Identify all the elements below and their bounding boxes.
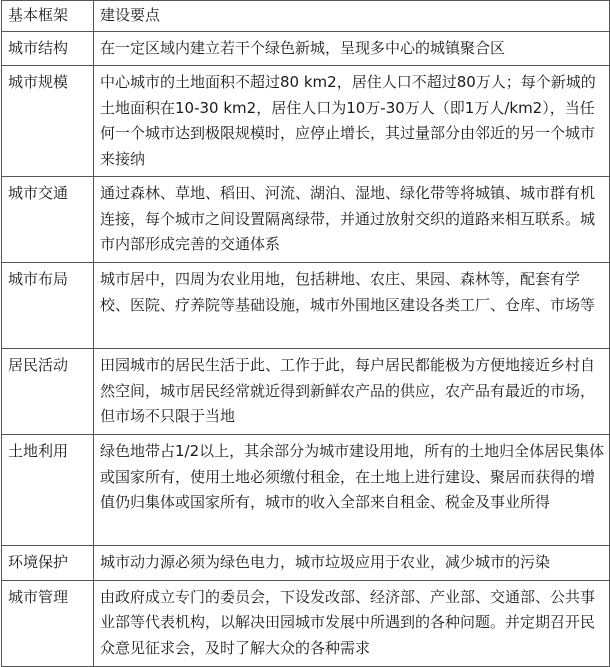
header-framework: 基本框架 bbox=[2, 1, 94, 32]
row-label: 城市交通 bbox=[2, 177, 94, 263]
row-label: 城市管理 bbox=[2, 580, 94, 666]
table-row bbox=[2, 349, 610, 435]
table-header-row bbox=[2, 1, 610, 32]
table-row bbox=[2, 435, 610, 546]
row-content: 通过森林、草地、稻田、河流、湖泊、湿地、绿化带等将城镇、城市群有机连接，每个城市之间设置隔离绿带，并通过放射交织的道路来相互联系。城市内部形成完善的交通体系 bbox=[94, 177, 610, 263]
table-row bbox=[2, 177, 610, 263]
row-content: 田园城市的居民生活于此、工作于此，每户居民都能极为方便地接近乡村自然空间，城市居民经常就近得到新鲜农产品的供应，农产品有最近的市场，但市场不只限于当地 bbox=[94, 349, 610, 435]
row-label: 城市结构 bbox=[2, 31, 94, 66]
row-content: 由政府成立专门的委员会，下设发改部、经济部、产业部、交通部、公共事业部等代表机构，以解决田园城市发展中所遇到的各种问题。并定期召开民众意见征求会，及时了解大众的各种需求 bbox=[94, 580, 610, 666]
table-row bbox=[2, 66, 610, 177]
row-content: 城市动力源必须为绿色电力，城市垃圾应用于农业，减少城市的污染 bbox=[94, 546, 610, 581]
row-content: 在一定区域内建立若干个绿色新城，呈现多中心的城镇聚合区 bbox=[94, 31, 610, 66]
row-label: 城市布局 bbox=[2, 263, 94, 349]
row-label: 土地利用 bbox=[2, 435, 94, 546]
row-content: 绿色地带占1/2以上，其余部分为城市建设用地，所有的土地归全体居民集体或国家所有，使用土地必须缴付租金，在土地上进行建设、聚居而获得的增值仍归集体或国家所有，城市的收入全部来自租金、税金及事业所得 bbox=[94, 435, 610, 546]
table-row bbox=[2, 546, 610, 581]
row-content: 城市居中，四周为农业用地，包括耕地、农庄、果园、森林等，配套有学校、医院、疗养院等基础设施，城市外围地区建设各类工厂、仓库、市场等 bbox=[94, 263, 610, 349]
row-label: 居民活动 bbox=[2, 349, 94, 435]
table-row bbox=[2, 263, 610, 349]
row-content: 中心城市的土地面积不超过80 km2，居住人口不超过80万人；每个新城的土地面积在10-30 km2，居住人口为10万-30万人（即1万人/km2），当任何一个城市达到极限规模时，应停止增长，其过量部分由邻近的另一个城市来接纳 bbox=[94, 66, 610, 177]
table-row bbox=[2, 580, 610, 666]
table-row bbox=[2, 31, 610, 66]
row-label: 城市规模 bbox=[2, 66, 94, 177]
framework-table bbox=[1, 0, 610, 667]
row-label: 环境保护 bbox=[2, 546, 94, 581]
header-key-points: 建设要点 bbox=[94, 1, 610, 32]
